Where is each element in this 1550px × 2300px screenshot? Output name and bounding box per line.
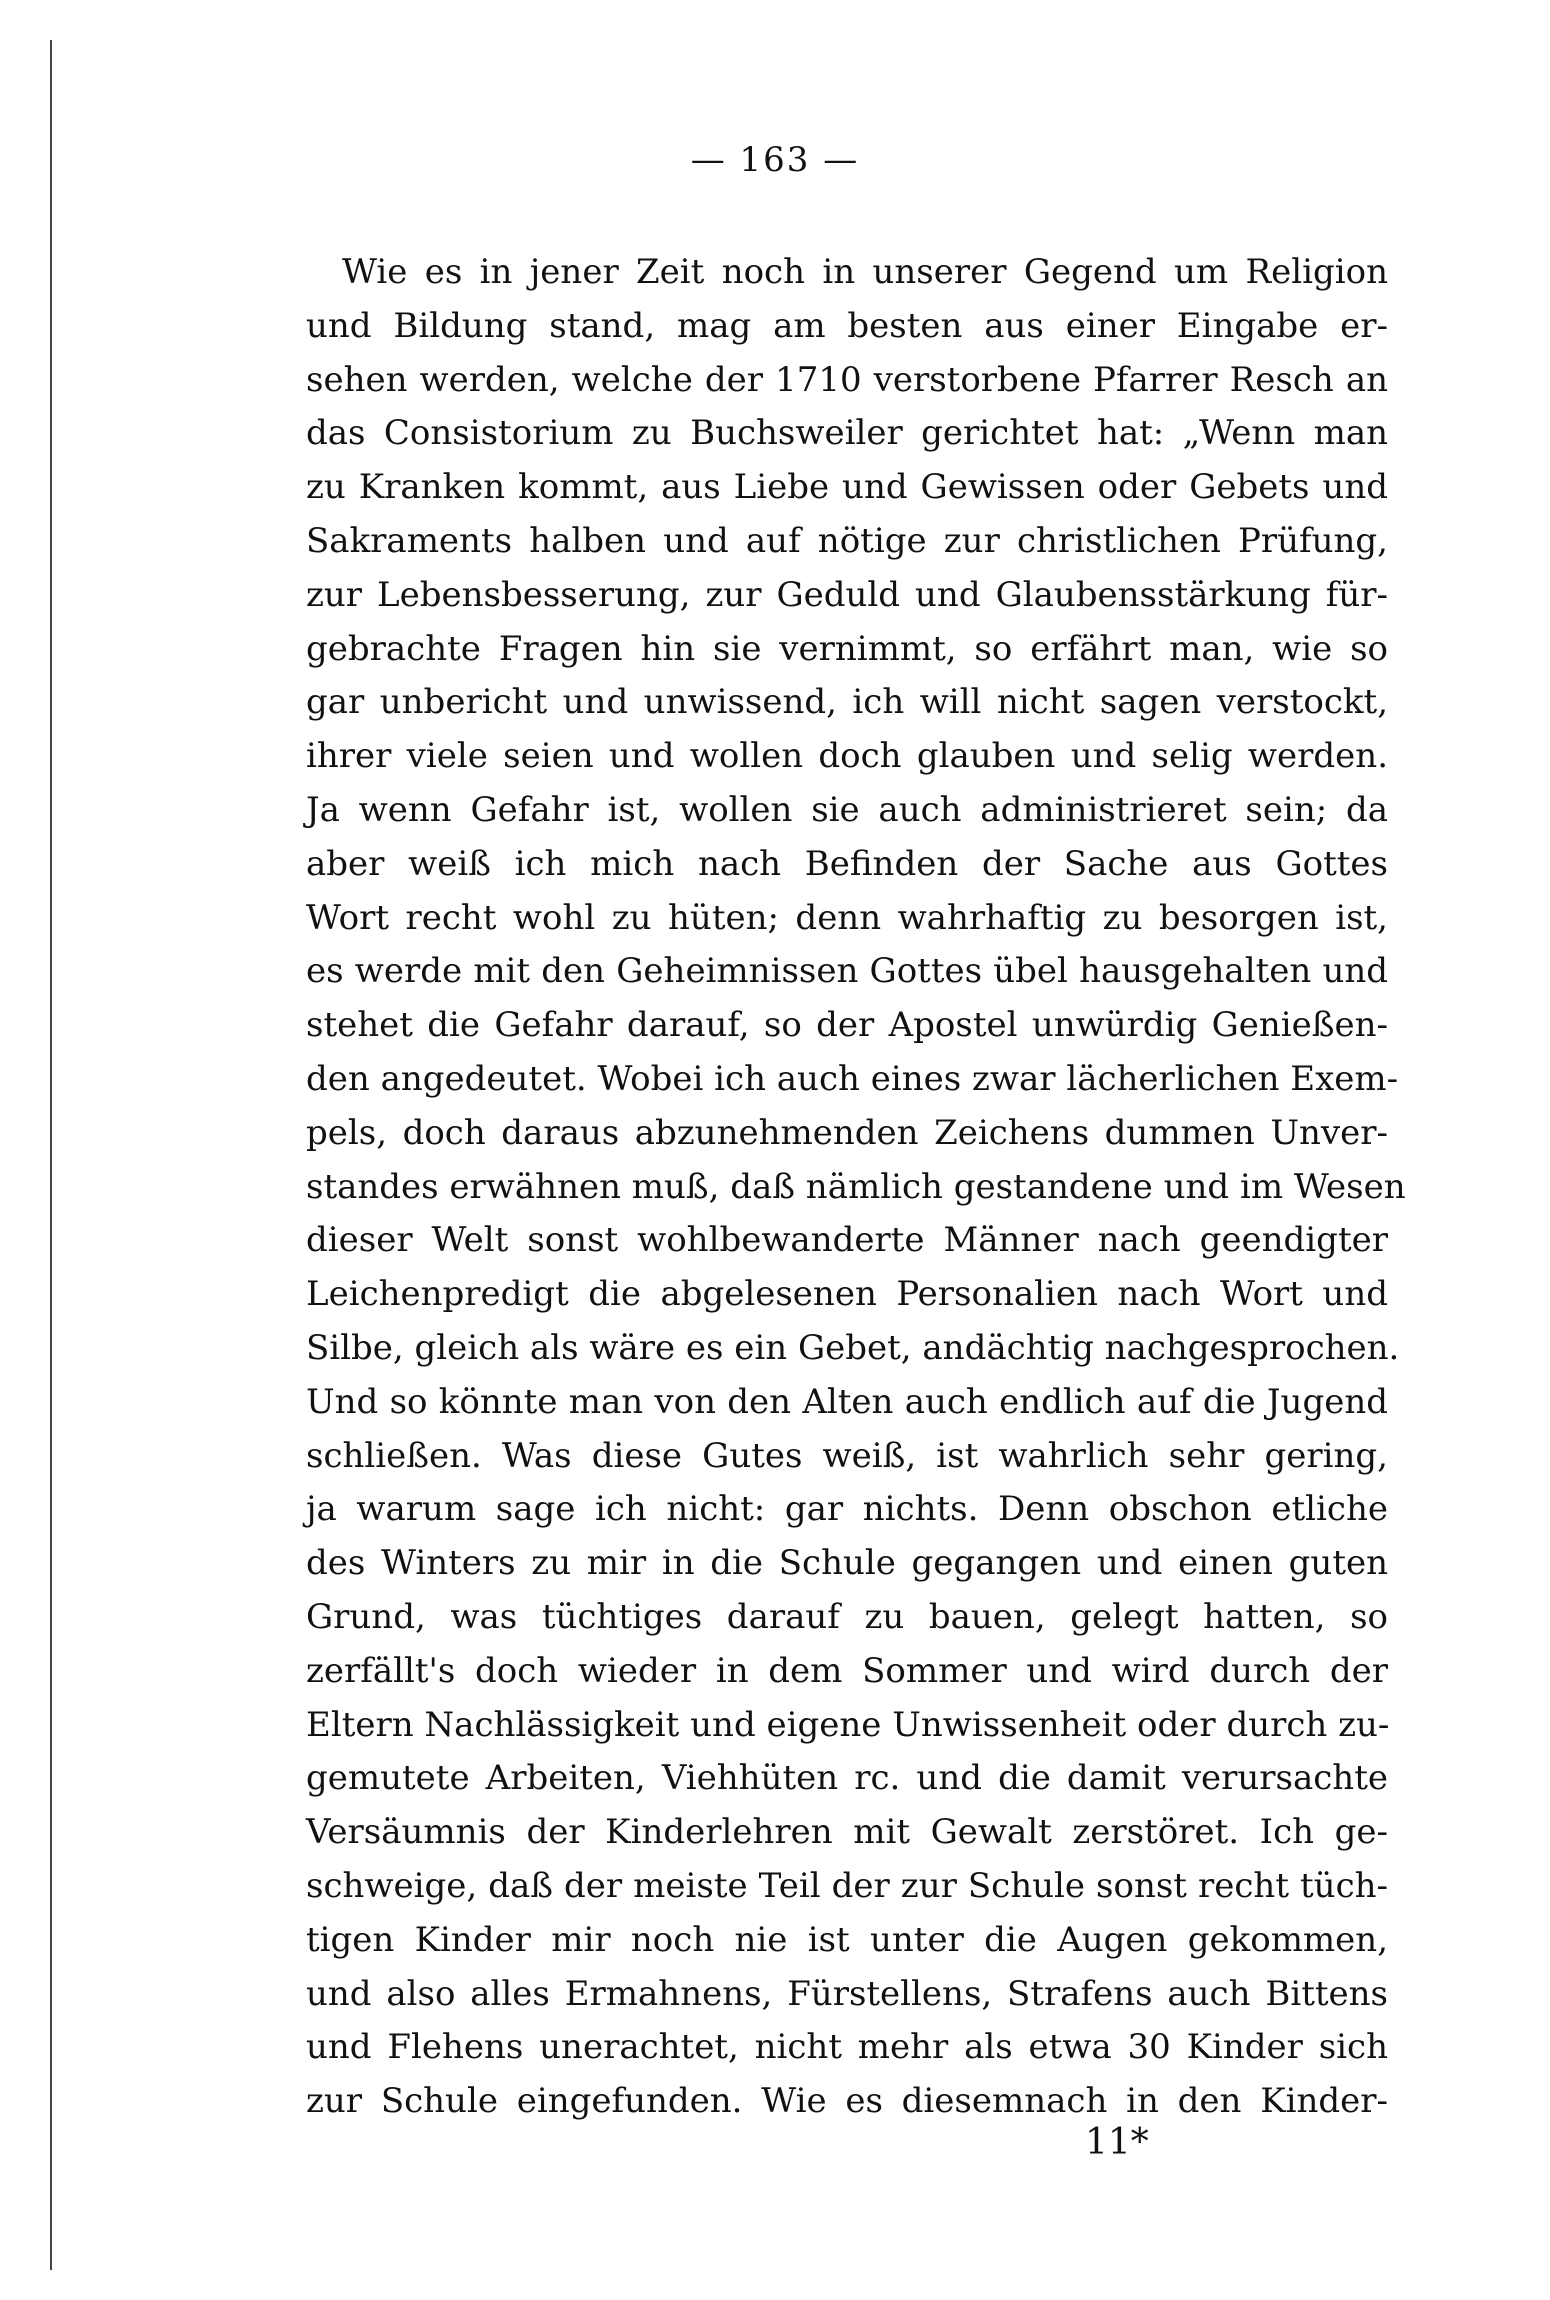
text-line: aber weiß ich mich nach Befinden der Sache aus Gottes	[306, 843, 1388, 884]
text-line: zerfällt's doch wieder in dem Sommer und wird durch der	[306, 1650, 1388, 1691]
text-line: Und so könnte man von den Alten auch endlich auf die Jugend	[306, 1381, 1388, 1422]
text-line: sehen werden, welche der 1710 verstorbene Pfarrer Resch an	[306, 359, 1388, 400]
text-line: Eltern Nachlässigkeit und eigene Unwissenheit oder durch zu-	[306, 1704, 1390, 1745]
text-line: gemutete Arbeiten, Viehhüten rc. und die damit verursachte	[306, 1758, 1388, 1799]
text-line: und also alles Ermahnens, Fürstellens, Strafens auch Bittens	[306, 1973, 1388, 2014]
text-line: Grund, was tüchtiges darauf zu bauen, gelegt hatten, so	[306, 1596, 1388, 1637]
text-line: Leichenpredigt die abgelesenen Personalien nach Wort und	[306, 1274, 1388, 1315]
text-line: das Consistorium zu Buchsweiler gerichtet hat: „Wenn man	[306, 413, 1388, 454]
text-line: und Bildung stand, mag am besten aus einer Eingabe er-	[306, 305, 1388, 346]
page-edge-line	[50, 40, 52, 2270]
text-line: Sakraments halben und auf nötige zur christlichen Prüfung,	[306, 520, 1388, 561]
text-line: gar unbericht und unwissend, ich will nicht sagen verstockt,	[306, 682, 1388, 723]
text-line: ihrer viele seien und wollen doch glauben und selig werden.	[306, 736, 1388, 777]
text-line: tigen Kinder mir noch nie ist unter die Augen gekommen,	[306, 1919, 1388, 1960]
text-line: zur Lebensbesserung, zur Geduld und Glaubensstärkung für-	[306, 574, 1388, 615]
text-line: Versäumnis der Kinderlehren mit Gewalt zerstöret. Ich ge-	[306, 1812, 1388, 1853]
text-line: den angedeutet. Wobei ich auch eines zwar lächerlichen Exem-	[306, 1058, 1399, 1099]
text-line: des Winters zu mir in die Schule gegangen und einen guten	[306, 1543, 1388, 1584]
text-line: pels, doch daraus abzunehmenden Zeichens dummen Unver-	[306, 1112, 1388, 1153]
text-line: und Flehens unerachtet, nicht mehr als etwa 30 Kinder sich	[306, 2027, 1388, 2068]
text-line: Silbe, gleich als wäre es ein Gebet, andächtig nachgesprochen.	[306, 1327, 1400, 1368]
text-line: Wie es in jener Zeit noch in unserer Gegend um Religion	[342, 252, 1388, 292]
text-line: Wort recht wohl zu hüten; denn wahrhaftig zu besorgen ist,	[306, 897, 1388, 938]
text-line: gebrachte Fragen hin sie vernimmt, so erfährt man, wie so	[306, 628, 1388, 669]
page-number-header: — 163 —	[690, 140, 860, 180]
text-line: dieser Welt sonst wohlbewanderte Männer nach geendigter	[306, 1220, 1388, 1261]
text-line: standes erwähnen muß, daß nämlich gestandene und im Wesen	[306, 1166, 1406, 1207]
text-line: stehet die Gefahr darauf, so der Apostel unwürdig Genießen-	[306, 1005, 1388, 1046]
text-line: schließen. Was diese Gutes weiß, ist wahrlich sehr gering,	[306, 1435, 1388, 1476]
text-line: Ja wenn Gefahr ist, wollen sie auch administrieret sein; da	[306, 789, 1388, 830]
text-line: zur Schule eingefunden. Wie es diesemnach in den Kinder-	[306, 2081, 1388, 2122]
text-line: schweige, daß der meiste Teil der zur Schule sonst recht tüch-	[306, 1865, 1388, 1906]
page-body-text	[306, 246, 1406, 2129]
signature-mark: 11*	[1085, 2122, 1149, 2163]
text-line: zu Kranken kommt, aus Liebe und Gewissen oder Gebets und	[306, 467, 1388, 508]
text-line: es werde mit den Geheimnissen Gottes übel hausgehalten und	[306, 951, 1388, 992]
text-line: ja warum sage ich nicht: gar nichts. Denn obschon etliche	[306, 1489, 1388, 1530]
